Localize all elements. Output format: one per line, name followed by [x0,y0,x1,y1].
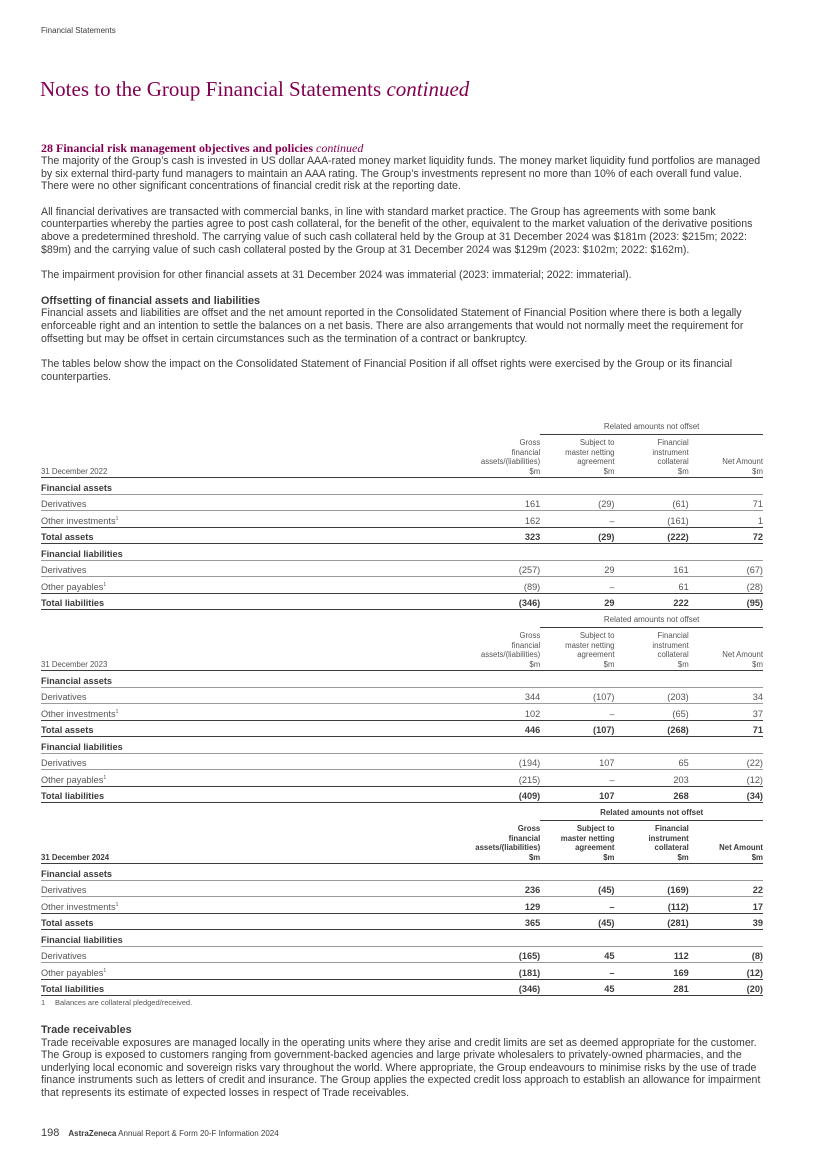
section-label: Financial Statements [41,26,116,35]
group-row-assets: Financial assets [41,864,763,881]
col-net-header: Net Amount $m [689,435,763,478]
group-row-assets: Financial assets [41,671,763,688]
related-amounts-header: Related amounts not offset [540,615,763,628]
col-gross-header: Gross financial assets/(liabilities) $m [466,435,540,478]
brand-name: AstraZeneca [68,1129,117,1138]
table-row-total: Total assets 446 (107) (268) 71 [41,720,763,736]
trade-receivables [41,1024,763,1100]
table-row-total: Total assets 365 (45) (281) 39 [41,913,763,929]
group-row-liabilities: Financial liabilities [41,544,763,561]
col-net-header: Net Amount $m [689,821,763,864]
note-body [41,141,763,383]
group-row-liabilities: Financial liabilities [41,930,763,947]
paragraph-impairment: The impairment provision for other financial assets at 31 December 2024 was immaterial (2023: immaterial; 2022: immaterial). [41,269,632,282]
table-row: Other investments$^1$ 129 – (112) 17 [41,897,763,913]
table-row-total: Total liabilities (346) 29 222 (95) [41,593,763,609]
offset-table-1 [41,422,763,610]
footnote-text: Balances are collateral pledged/received. [55,998,193,1007]
page-title [40,77,469,102]
footnote-mark: 1 [41,998,46,1007]
trade-heading: Trade receivables [41,1024,132,1036]
page-title-main: Notes to the Group Financial Statements [40,77,382,101]
offsetting-heading: Offsetting of financial assets and liabilities [41,294,260,307]
col-net-header: Net Amount $m [689,628,763,671]
table-row: Derivatives 161 (29) (61) 71 [41,494,763,510]
group-row-liabilities: Financial liabilities [41,737,763,754]
table-row: Derivatives (194) 107 65 (22) [41,753,763,769]
page-number: 198 [41,1127,60,1139]
footnote [41,998,192,1007]
table-row: Derivatives (165) 45 112 (8) [41,946,763,962]
offset-table-2 [41,615,763,803]
table-row-total: Total liabilities (409) 107 268 (34) [41,786,763,802]
table-row-total: Total liabilities (346) 45 281 (20) [41,979,763,995]
section-heading-text: 28 Financial risk management objectives and policies [41,141,313,155]
table-row: Derivatives (257) 29 161 (67) [41,560,763,576]
paragraph-tables-intro: The tables below show the impact on the Consolidated Statement of Financial Position if all offset rights were exercised by the Group or its financial counterparties. [41,358,733,383]
document-name: Annual Report & Form 20-F Information 2024 [118,1129,279,1138]
section-heading-suffix: continued [316,141,364,155]
col-collateral-header: Financial instrument collateral $m [615,628,689,671]
table-date: 31 December 2022 [41,435,466,478]
table-row-total: Total assets 323 (29) (222) 72 [41,527,763,543]
col-gross-header: Gross financial assets/(liabilities) $m [466,628,540,671]
paragraph-derivatives: All financial derivatives are transacted with commercial banks, in line with standard market practice. The Group has agreements with some bank counterparties whereby the parties agree to post cash collateral, for the benefit of the other, equivalent to the market valuation of the derivative positions above a predetermined threshold. The carrying value of such cash collateral held by the Group at 31 December 2024 was $181m (2023: $215m; 2022: $89m) and the carrying value of such cash collateral posted by the Group at 31 December 2024 was $129m (2023: $102m; 2022: $162m). [41,205,753,256]
col-netting-header: Subject to master netting agreement $m [540,435,614,478]
col-collateral-header: Financial instrument collateral $m [615,821,689,864]
table-row: Derivatives 344 (107) (203) 34 [41,687,763,703]
table-row: Other investments$^1$ 102 – (65) 37 [41,704,763,720]
table-row: Other payables$^1$ (215) – 203 (12) [41,770,763,786]
col-collateral-header: Financial instrument collateral $m [615,435,689,478]
table-date: 31 December 2023 [41,628,466,671]
paragraph-cash: The majority of the Group’s cash is invested in US dollar AAA-rated money market liquidity funds. The money market liquidity fund portfolios are managed by six external third-party fund managers to maintain an AAA rating. The Group’s investments represent no more than 10% of each overall fund value. There were no other significant concentrations of financial credit risk at the reporting date. [41,155,761,193]
col-netting-header: Subject to master netting agreement $m [540,821,614,864]
group-row-assets: Financial assets [41,478,763,495]
related-amounts-header: Related amounts not offset [540,808,763,821]
table-row: Other payables$^1$ (181) – 169 (12) [41,963,763,979]
table-row: Derivatives 236 (45) (169) 22 [41,880,763,896]
page-footer [41,1127,279,1139]
paragraph-offsetting: Financial assets and liabilities are offset and the net amount reported in the Consolidated Statement of Financial Position where there is both a legally enforceable right and an intention to settle the balances on a net basis. There are also arrangements that would not normally meet the requirement for offsetting but may be offset in certain circumstances such as the termination of a contract or bankruptcy. [41,307,744,345]
offset-table-3 [41,808,763,996]
page-title-suffix: continued [386,77,470,101]
col-netting-header: Subject to master netting agreement $m [540,628,614,671]
table-row: Other payables$^1$ (89) – 61 (28) [41,577,763,593]
col-gross-header: Gross financial assets/(liabilities) $m [466,821,540,864]
related-amounts-header: Related amounts not offset [540,422,763,435]
section-heading [41,141,763,155]
table-row: Other investments$^1$ 162 – (161) 1 [41,511,763,527]
table-date: 31 December 2024 [41,821,466,864]
trade-paragraph: Trade receivable exposures are managed locally in the operating units where they arise and credit limits are set as deemed appropriate for the customer. The Group is exposed to customers ranging from government-backed agencies and large private wholesalers to privately-owned pharmacies, and the underlying local economic and sovereign risks vary throughout the world. Where appropriate, the Group endeavours to minimise risks by the use of trade finance instruments such as letters of credit and insurance. The Group applies the expected credit loss approach to establish an allowance for impairment that represents its estimate of expected losses in respect of Trade receivables. [41,1036,761,1099]
